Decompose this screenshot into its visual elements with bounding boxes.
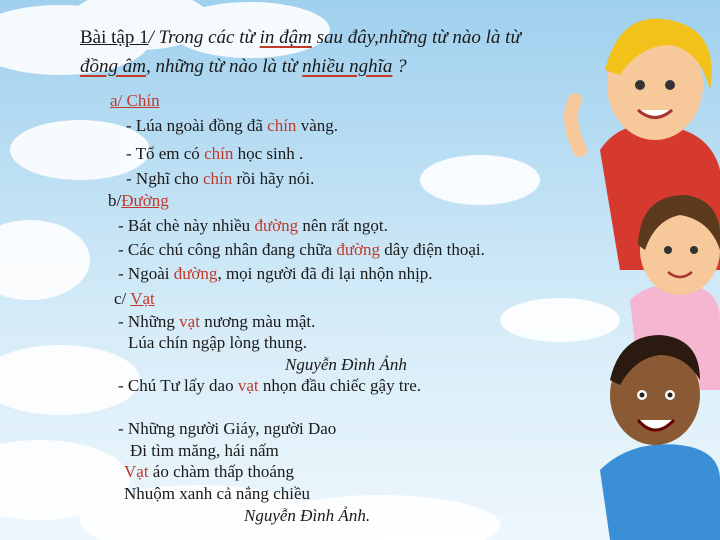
- exercise-title: Bài tập 1/ Trong các từ in đậm sau đây,những từ nào là từ: [80, 27, 521, 48]
- section-c-line: - Những vạt nương màu mật.: [118, 312, 316, 331]
- polysemy-term: nhiều nghĩa: [302, 56, 393, 77]
- section-a-line: - Nghĩ cho chín rồi hãy nói.: [126, 169, 315, 188]
- section-b-line: - Ngoài đường, mọi người đã đi lại nhộn nhịp.: [118, 264, 433, 283]
- poem-line: Đi tìm măng, hái nấm: [130, 441, 279, 460]
- exercise-title-line2: đồng âm, những từ nào là từ nhiều nghĩa ?: [80, 56, 407, 77]
- bold-words-term: in đậm: [259, 27, 312, 48]
- poem-line: Vạt áo chàm thấp thoáng: [124, 462, 294, 481]
- section-b-line: - Các chú công nhân đang chữa đường dây điện thoại.: [118, 240, 485, 259]
- section-c-line: Lúa chín ngập lòng thung.: [128, 333, 307, 352]
- poem-line: - Những người Giáy, người Dao: [118, 419, 337, 438]
- section-c-label: c/ Vạt: [114, 289, 155, 308]
- author-attribution: Nguyễn Đình Ảnh: [285, 355, 407, 374]
- poem-line: Nhuộm xanh cả nắng chiều: [124, 484, 310, 503]
- section-a-line: - Lúa ngoài đồng đã chín vàng.: [126, 116, 338, 135]
- section-c-line: - Chú Tư lấy dao vạt nhọn đầu chiếc gậy tre.: [118, 376, 422, 395]
- section-b-label: b/Đường: [108, 191, 169, 210]
- homonym-term: đồng âm: [80, 56, 146, 77]
- section-b-line: - Bát chè này nhiều đường nên rất ngọt.: [118, 216, 388, 235]
- children-illustration: [560, 0, 720, 540]
- exercise-number: Bài tập 1: [80, 27, 149, 48]
- author-attribution: Nguyễn Đình Ảnh.: [244, 506, 371, 525]
- section-a-label: a/ Chín: [110, 91, 160, 110]
- section-a-line: - Tổ em có chín học sinh .: [126, 144, 304, 163]
